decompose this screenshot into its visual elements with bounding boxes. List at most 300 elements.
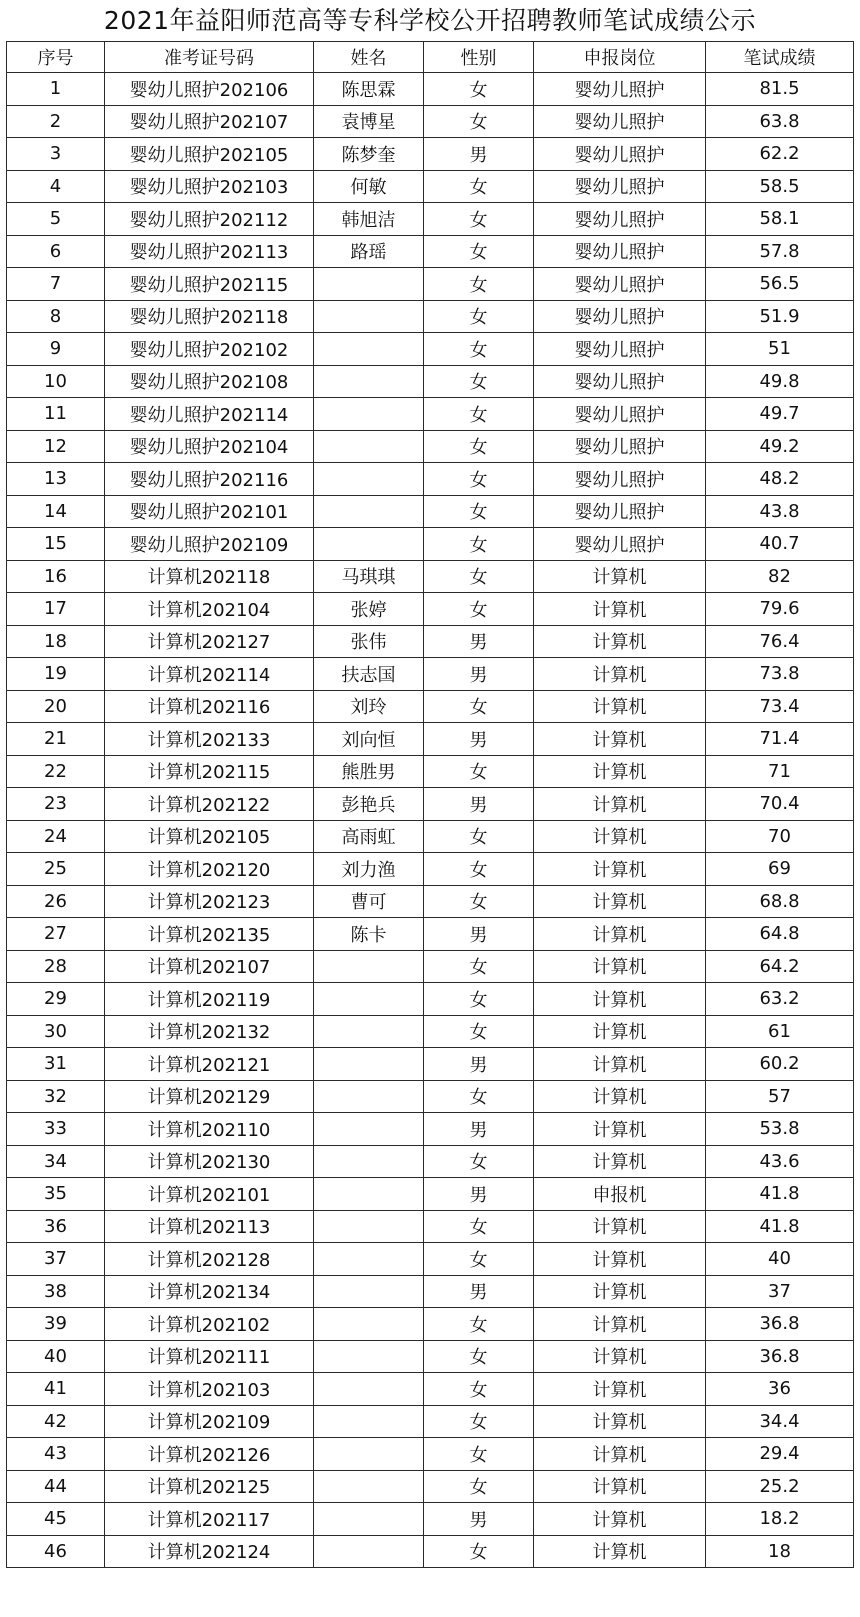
cell-admission-ticket-number: 婴幼儿照护202116 [105, 463, 314, 496]
cell-written-exam-score: 58.5 [706, 170, 854, 203]
table-row [7, 788, 854, 821]
cell-applied-position: 计算机 [534, 1535, 706, 1568]
cell-name [314, 1373, 424, 1406]
cell-name [314, 430, 424, 463]
cell-written-exam-score: 63.2 [706, 983, 854, 1016]
table-row [7, 203, 854, 236]
cell-serial-number: 9 [7, 333, 105, 366]
cell-serial-number: 2 [7, 105, 105, 138]
cell-admission-ticket-number: 婴幼儿照护202115 [105, 268, 314, 301]
cell-applied-position: 计算机 [534, 1080, 706, 1113]
cell-gender: 男 [424, 1275, 534, 1308]
cell-name: 陈卡 [314, 918, 424, 951]
cell-admission-ticket-number: 计算机202121 [105, 1048, 314, 1081]
cell-gender: 女 [424, 1340, 534, 1373]
table-row [7, 1113, 854, 1146]
cell-written-exam-score: 64.2 [706, 950, 854, 983]
cell-written-exam-score: 82 [706, 560, 854, 593]
table-row [7, 1373, 854, 1406]
cell-gender: 女 [424, 1210, 534, 1243]
cell-written-exam-score: 49.2 [706, 430, 854, 463]
cell-applied-position: 计算机 [534, 1275, 706, 1308]
cell-serial-number: 17 [7, 593, 105, 626]
cell-serial-number: 25 [7, 853, 105, 886]
scores-table [6, 41, 854, 1568]
table-row [7, 105, 854, 138]
cell-name [314, 1438, 424, 1471]
cell-serial-number: 15 [7, 528, 105, 561]
table-row [7, 1503, 854, 1536]
cell-gender: 女 [424, 268, 534, 301]
cell-written-exam-score: 53.8 [706, 1113, 854, 1146]
cell-written-exam-score: 34.4 [706, 1405, 854, 1438]
cell-admission-ticket-number: 计算机202102 [105, 1308, 314, 1341]
cell-admission-ticket-number: 计算机202119 [105, 983, 314, 1016]
table-row [7, 1470, 854, 1503]
cell-serial-number: 32 [7, 1080, 105, 1113]
cell-written-exam-score: 43.8 [706, 495, 854, 528]
cell-serial-number: 20 [7, 690, 105, 723]
cell-written-exam-score: 60.2 [706, 1048, 854, 1081]
cell-applied-position: 计算机 [534, 755, 706, 788]
table-row [7, 300, 854, 333]
cell-gender: 男 [424, 723, 534, 756]
cell-written-exam-score: 29.4 [706, 1438, 854, 1471]
cell-gender: 男 [424, 1048, 534, 1081]
cell-written-exam-score: 69 [706, 853, 854, 886]
cell-written-exam-score: 43.6 [706, 1145, 854, 1178]
cell-admission-ticket-number: 计算机202127 [105, 625, 314, 658]
cell-serial-number: 35 [7, 1178, 105, 1211]
cell-admission-ticket-number: 计算机202113 [105, 1210, 314, 1243]
cell-applied-position: 婴幼儿照护 [534, 333, 706, 366]
cell-applied-position: 计算机 [534, 723, 706, 756]
cell-applied-position: 计算机 [534, 1113, 706, 1146]
cell-serial-number: 33 [7, 1113, 105, 1146]
cell-gender: 男 [424, 1503, 534, 1536]
cell-written-exam-score: 81.5 [706, 73, 854, 106]
cell-serial-number: 31 [7, 1048, 105, 1081]
table-row [7, 1243, 854, 1276]
table-body [7, 73, 854, 1568]
cell-admission-ticket-number: 计算机202116 [105, 690, 314, 723]
cell-serial-number: 12 [7, 430, 105, 463]
page-title: 2021年益阳师范高等专科学校公开招聘教师笔试成绩公示 [103, 6, 757, 35]
cell-gender: 女 [424, 983, 534, 1016]
cell-name: 彭艳兵 [314, 788, 424, 821]
cell-admission-ticket-number: 婴幼儿照护202108 [105, 365, 314, 398]
cell-gender: 女 [424, 1438, 534, 1471]
table-row [7, 1535, 854, 1568]
cell-name [314, 333, 424, 366]
cell-admission-ticket-number: 计算机202135 [105, 918, 314, 951]
cell-applied-position: 计算机 [534, 788, 706, 821]
cell-admission-ticket-number: 计算机202120 [105, 853, 314, 886]
cell-admission-ticket-number: 计算机202117 [105, 1503, 314, 1536]
cell-name [314, 1535, 424, 1568]
cell-admission-ticket-number: 计算机202107 [105, 950, 314, 983]
cell-applied-position: 计算机 [534, 1405, 706, 1438]
cell-applied-position: 婴幼儿照护 [534, 235, 706, 268]
cell-gender: 女 [424, 560, 534, 593]
cell-admission-ticket-number: 计算机202109 [105, 1405, 314, 1438]
cell-written-exam-score: 70 [706, 820, 854, 853]
cell-gender: 女 [424, 170, 534, 203]
cell-serial-number: 8 [7, 300, 105, 333]
cell-applied-position: 婴幼儿照护 [534, 268, 706, 301]
cell-name: 陈思霖 [314, 73, 424, 106]
cell-gender: 女 [424, 885, 534, 918]
cell-serial-number: 42 [7, 1405, 105, 1438]
cell-gender: 女 [424, 105, 534, 138]
cell-name: 熊胜男 [314, 755, 424, 788]
cell-gender: 女 [424, 333, 534, 366]
cell-serial-number: 27 [7, 918, 105, 951]
cell-applied-position: 计算机 [534, 1438, 706, 1471]
cell-name: 何敏 [314, 170, 424, 203]
cell-applied-position: 婴幼儿照护 [534, 495, 706, 528]
cell-serial-number: 19 [7, 658, 105, 691]
table-row [7, 1210, 854, 1243]
cell-serial-number: 36 [7, 1210, 105, 1243]
cell-name [314, 950, 424, 983]
cell-gender: 女 [424, 365, 534, 398]
cell-serial-number: 26 [7, 885, 105, 918]
cell-name [314, 983, 424, 1016]
cell-written-exam-score: 79.6 [706, 593, 854, 626]
cell-name [314, 300, 424, 333]
cell-name: 马琪琪 [314, 560, 424, 593]
cell-admission-ticket-number: 计算机202124 [105, 1535, 314, 1568]
cell-name: 陈梦奎 [314, 138, 424, 171]
cell-gender: 女 [424, 755, 534, 788]
cell-applied-position: 计算机 [534, 1048, 706, 1081]
cell-gender: 女 [424, 1243, 534, 1276]
cell-admission-ticket-number: 婴幼儿照护202106 [105, 73, 314, 106]
cell-serial-number: 38 [7, 1275, 105, 1308]
cell-admission-ticket-number: 婴幼儿照护202105 [105, 138, 314, 171]
cell-serial-number: 28 [7, 950, 105, 983]
cell-written-exam-score: 71 [706, 755, 854, 788]
cell-serial-number: 23 [7, 788, 105, 821]
cell-applied-position: 计算机 [534, 1503, 706, 1536]
cell-gender: 女 [424, 950, 534, 983]
table-row [7, 235, 854, 268]
cell-serial-number: 24 [7, 820, 105, 853]
table-row [7, 1275, 854, 1308]
table-row [7, 755, 854, 788]
cell-name: 袁博星 [314, 105, 424, 138]
cell-applied-position: 计算机 [534, 1308, 706, 1341]
cell-name: 扶志国 [314, 658, 424, 691]
cell-written-exam-score: 41.8 [706, 1178, 854, 1211]
table-row [7, 73, 854, 106]
cell-written-exam-score: 49.8 [706, 365, 854, 398]
cell-applied-position: 计算机 [534, 820, 706, 853]
table-row [7, 820, 854, 853]
cell-serial-number: 4 [7, 170, 105, 203]
cell-serial-number: 29 [7, 983, 105, 1016]
table-row [7, 430, 854, 463]
cell-serial-number: 43 [7, 1438, 105, 1471]
cell-serial-number: 37 [7, 1243, 105, 1276]
cell-name: 刘向恒 [314, 723, 424, 756]
cell-applied-position: 婴幼儿照护 [534, 365, 706, 398]
table-row [7, 1340, 854, 1373]
table-row [7, 528, 854, 561]
cell-gender: 男 [424, 1178, 534, 1211]
cell-serial-number: 6 [7, 235, 105, 268]
cell-serial-number: 41 [7, 1373, 105, 1406]
cell-applied-position: 婴幼儿照护 [534, 528, 706, 561]
cell-applied-position: 婴幼儿照护 [534, 430, 706, 463]
cell-written-exam-score: 40.7 [706, 528, 854, 561]
cell-serial-number: 3 [7, 138, 105, 171]
cell-serial-number: 21 [7, 723, 105, 756]
cell-written-exam-score: 61 [706, 1015, 854, 1048]
cell-admission-ticket-number: 计算机202134 [105, 1275, 314, 1308]
table-row [7, 170, 854, 203]
cell-admission-ticket-number: 婴幼儿照护202103 [105, 170, 314, 203]
cell-admission-ticket-number: 计算机202133 [105, 723, 314, 756]
cell-serial-number: 18 [7, 625, 105, 658]
cell-written-exam-score: 56.5 [706, 268, 854, 301]
cell-gender: 女 [424, 593, 534, 626]
cell-admission-ticket-number: 婴幼儿照护202114 [105, 398, 314, 431]
cell-gender: 男 [424, 625, 534, 658]
cell-admission-ticket-number: 婴幼儿照护202118 [105, 300, 314, 333]
header-gender: 性别 [424, 42, 534, 73]
cell-name: 路瑶 [314, 235, 424, 268]
cell-gender: 男 [424, 788, 534, 821]
cell-gender: 男 [424, 1113, 534, 1146]
cell-gender: 女 [424, 463, 534, 496]
cell-name [314, 1405, 424, 1438]
cell-serial-number: 14 [7, 495, 105, 528]
cell-name [314, 1503, 424, 1536]
cell-applied-position: 计算机 [534, 1243, 706, 1276]
cell-admission-ticket-number: 计算机202111 [105, 1340, 314, 1373]
cell-applied-position: 计算机 [534, 593, 706, 626]
cell-serial-number: 40 [7, 1340, 105, 1373]
cell-gender: 女 [424, 1080, 534, 1113]
table-row [7, 853, 854, 886]
table-row [7, 723, 854, 756]
cell-applied-position: 申报机 [534, 1178, 706, 1211]
cell-name [314, 365, 424, 398]
cell-applied-position: 计算机 [534, 1210, 706, 1243]
cell-written-exam-score: 51 [706, 333, 854, 366]
cell-name [314, 1015, 424, 1048]
table-row [7, 983, 854, 1016]
cell-applied-position: 计算机 [534, 950, 706, 983]
cell-gender: 女 [424, 1405, 534, 1438]
table-row [7, 658, 854, 691]
cell-name [314, 1080, 424, 1113]
cell-gender: 女 [424, 1015, 534, 1048]
cell-name [314, 1340, 424, 1373]
cell-written-exam-score: 18.2 [706, 1503, 854, 1536]
cell-written-exam-score: 62.2 [706, 138, 854, 171]
cell-applied-position: 婴幼儿照护 [534, 73, 706, 106]
cell-gender: 男 [424, 658, 534, 691]
cell-applied-position: 计算机 [534, 658, 706, 691]
table-row [7, 1178, 854, 1211]
cell-name [314, 463, 424, 496]
cell-written-exam-score: 41.8 [706, 1210, 854, 1243]
cell-admission-ticket-number: 计算机202122 [105, 788, 314, 821]
cell-name: 高雨虹 [314, 820, 424, 853]
cell-serial-number: 45 [7, 1503, 105, 1536]
cell-name [314, 1275, 424, 1308]
cell-applied-position: 计算机 [534, 1340, 706, 1373]
cell-admission-ticket-number: 婴幼儿照护202109 [105, 528, 314, 561]
cell-applied-position: 计算机 [534, 1470, 706, 1503]
cell-admission-ticket-number: 计算机202114 [105, 658, 314, 691]
cell-written-exam-score: 36.8 [706, 1340, 854, 1373]
cell-applied-position: 计算机 [534, 1145, 706, 1178]
cell-name [314, 1210, 424, 1243]
cell-applied-position: 计算机 [534, 1015, 706, 1048]
cell-name [314, 1048, 424, 1081]
cell-name: 曹可 [314, 885, 424, 918]
cell-gender: 女 [424, 528, 534, 561]
cell-serial-number: 5 [7, 203, 105, 236]
cell-gender: 男 [424, 918, 534, 951]
cell-gender: 女 [424, 1308, 534, 1341]
cell-name [314, 1113, 424, 1146]
cell-applied-position: 计算机 [534, 918, 706, 951]
cell-written-exam-score: 64.8 [706, 918, 854, 951]
cell-written-exam-score: 71.4 [706, 723, 854, 756]
header-applied-position: 申报岗位 [534, 42, 706, 73]
cell-gender: 女 [424, 430, 534, 463]
table-row [7, 1080, 854, 1113]
cell-written-exam-score: 63.8 [706, 105, 854, 138]
cell-admission-ticket-number: 计算机202104 [105, 593, 314, 626]
cell-applied-position: 婴幼儿照护 [534, 398, 706, 431]
cell-written-exam-score: 57.8 [706, 235, 854, 268]
header-written-exam-score: 笔试成绩 [706, 42, 854, 73]
cell-written-exam-score: 73.8 [706, 658, 854, 691]
cell-serial-number: 34 [7, 1145, 105, 1178]
cell-serial-number: 44 [7, 1470, 105, 1503]
table-row [7, 138, 854, 171]
cell-serial-number: 39 [7, 1308, 105, 1341]
table-header-row [7, 42, 854, 73]
table-row [7, 918, 854, 951]
cell-gender: 女 [424, 203, 534, 236]
cell-admission-ticket-number: 计算机202129 [105, 1080, 314, 1113]
table-row [7, 885, 854, 918]
cell-gender: 女 [424, 1470, 534, 1503]
cell-written-exam-score: 76.4 [706, 625, 854, 658]
table-row [7, 495, 854, 528]
header-serial-number: 序号 [7, 42, 105, 73]
cell-name [314, 268, 424, 301]
cell-name: 张婷 [314, 593, 424, 626]
cell-written-exam-score: 70.4 [706, 788, 854, 821]
header-name: 姓名 [314, 42, 424, 73]
cell-admission-ticket-number: 计算机202126 [105, 1438, 314, 1471]
cell-gender: 女 [424, 300, 534, 333]
cell-serial-number: 13 [7, 463, 105, 496]
table-row [7, 1015, 854, 1048]
cell-admission-ticket-number: 婴幼儿照护202113 [105, 235, 314, 268]
cell-serial-number: 7 [7, 268, 105, 301]
cell-name [314, 1178, 424, 1211]
cell-written-exam-score: 49.7 [706, 398, 854, 431]
cell-gender: 女 [424, 690, 534, 723]
cell-admission-ticket-number: 计算机202110 [105, 1113, 314, 1146]
table-row [7, 463, 854, 496]
cell-written-exam-score: 25.2 [706, 1470, 854, 1503]
cell-written-exam-score: 37 [706, 1275, 854, 1308]
cell-name [314, 1243, 424, 1276]
table-row [7, 690, 854, 723]
table-row [7, 560, 854, 593]
cell-serial-number: 16 [7, 560, 105, 593]
cell-written-exam-score: 40 [706, 1243, 854, 1276]
cell-applied-position: 婴幼儿照护 [534, 300, 706, 333]
cell-admission-ticket-number: 计算机202130 [105, 1145, 314, 1178]
cell-applied-position: 计算机 [534, 885, 706, 918]
table-row [7, 1405, 854, 1438]
cell-gender: 女 [424, 495, 534, 528]
header-admission-ticket-number: 准考证号码 [105, 42, 314, 73]
cell-name: 韩旭洁 [314, 203, 424, 236]
cell-name: 张伟 [314, 625, 424, 658]
cell-written-exam-score: 51.9 [706, 300, 854, 333]
table-row [7, 268, 854, 301]
cell-name [314, 398, 424, 431]
table-row [7, 333, 854, 366]
cell-admission-ticket-number: 婴幼儿照护202107 [105, 105, 314, 138]
cell-gender: 男 [424, 138, 534, 171]
cell-applied-position: 计算机 [534, 983, 706, 1016]
cell-admission-ticket-number: 婴幼儿照护202112 [105, 203, 314, 236]
cell-admission-ticket-number: 计算机202123 [105, 885, 314, 918]
cell-serial-number: 46 [7, 1535, 105, 1568]
table-row [7, 593, 854, 626]
cell-applied-position: 计算机 [534, 560, 706, 593]
cell-applied-position: 婴幼儿照护 [534, 463, 706, 496]
cell-gender: 女 [424, 1535, 534, 1568]
table-row [7, 398, 854, 431]
cell-written-exam-score: 36 [706, 1373, 854, 1406]
table-row [7, 950, 854, 983]
table-row [7, 365, 854, 398]
cell-admission-ticket-number: 计算机202118 [105, 560, 314, 593]
table-row [7, 1438, 854, 1471]
cell-gender: 女 [424, 820, 534, 853]
cell-gender: 女 [424, 398, 534, 431]
cell-admission-ticket-number: 计算机202101 [105, 1178, 314, 1211]
cell-applied-position: 计算机 [534, 625, 706, 658]
cell-applied-position: 计算机 [534, 1373, 706, 1406]
cell-serial-number: 22 [7, 755, 105, 788]
cell-admission-ticket-number: 计算机202105 [105, 820, 314, 853]
cell-written-exam-score: 73.4 [706, 690, 854, 723]
cell-admission-ticket-number: 计算机202125 [105, 1470, 314, 1503]
cell-serial-number: 1 [7, 73, 105, 106]
cell-admission-ticket-number: 计算机202132 [105, 1015, 314, 1048]
cell-written-exam-score: 48.2 [706, 463, 854, 496]
cell-applied-position: 婴幼儿照护 [534, 138, 706, 171]
cell-gender: 女 [424, 235, 534, 268]
cell-gender: 女 [424, 853, 534, 886]
cell-applied-position: 婴幼儿照护 [534, 105, 706, 138]
